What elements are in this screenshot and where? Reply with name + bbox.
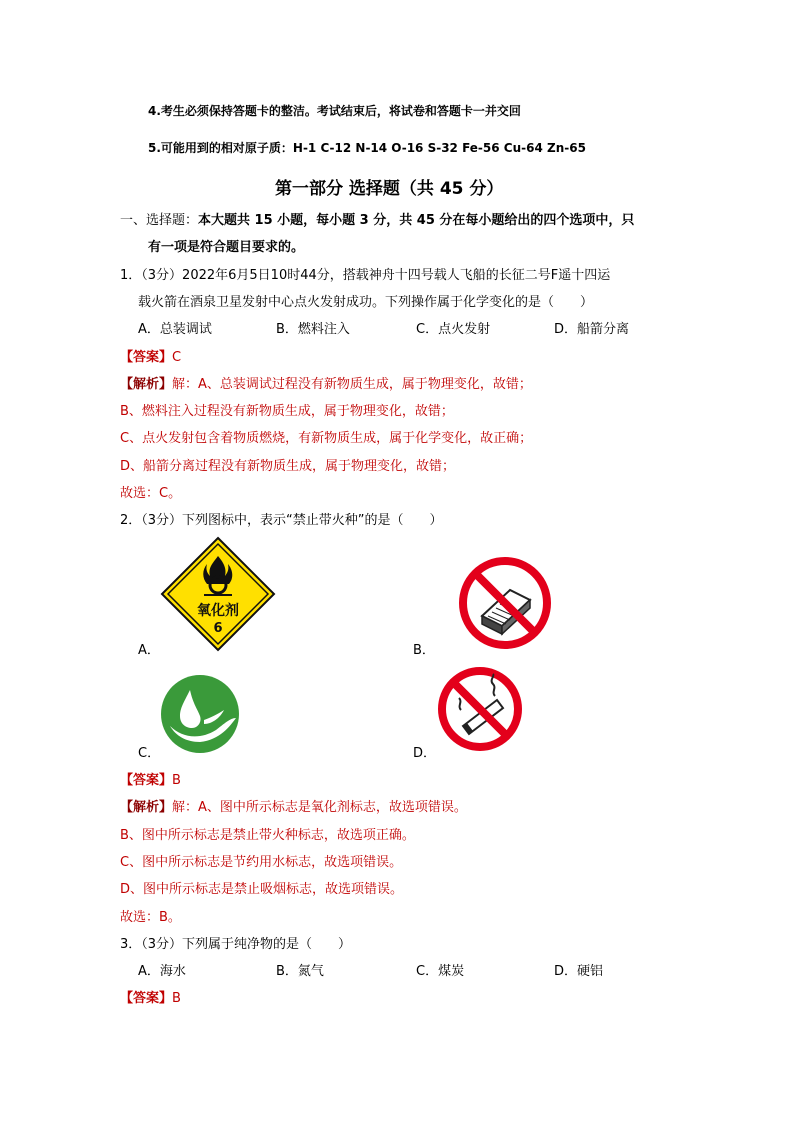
q2-analysis-line-1: [120, 796, 467, 815]
water-saving-sign-icon: [160, 674, 240, 754]
q2-option-a-label: A．: [138, 643, 160, 658]
q2-answer-value: B: [172, 773, 181, 788]
q1-answer-value: C: [172, 350, 182, 365]
q1-stem-line-1: 1．（3分）2022年6月5日10时44分，搭载神舟十四号载人飞船的长征二号F遥十四运: [120, 268, 611, 283]
q2-analysis-label: 【解析】: [120, 800, 173, 815]
section-title: 第一部分 选择题（共 45 分）: [275, 179, 504, 199]
note-4: 4.考生必须保持答题卡的整洁。考试结束后，将试卷和答题卡一并交回: [148, 104, 521, 118]
q1-analysis-line-1: [120, 373, 532, 392]
q1-stem-line-2: 载火箭在酒泉卫星发射中心点火发射成功。下列操作属于化学变化的是（ ）: [138, 295, 594, 310]
q2-analysis-line-2: B、图中所示标志是禁止带火种标志，故选项正确。: [120, 828, 415, 843]
no-smoking-sign-icon: [437, 666, 523, 752]
q3-answer-label: 【答案】: [120, 991, 173, 1006]
q2-conclusion: 故选：B。: [120, 910, 181, 925]
q3-option-d: D．硬铝: [554, 964, 604, 979]
q1-analysis-text-1: 解：A、总装调试过程没有新物质生成，属于物理变化，故错；: [172, 377, 532, 392]
q3-option-b: B．氮气: [276, 964, 324, 979]
q2-analysis-text-1: 解：A、图中所示标志是氧化剂标志，故选项错误。: [172, 800, 467, 815]
q1-conclusion: 故选：C。: [120, 486, 182, 501]
q3-option-a: A．海水: [138, 964, 186, 979]
q2-option-d-label: D．: [413, 746, 437, 761]
q1-analysis-line-4: D、船箭分离过程没有新物质生成，属于物理变化，故错；: [120, 459, 456, 474]
q3-answer-value: B: [172, 991, 181, 1006]
q3-options: [138, 960, 603, 979]
instructions-line-2: 有一项是符合题目要求的。: [148, 240, 305, 255]
q2-option-c-label: C．: [138, 746, 161, 761]
oxidizer-sign-icon: [160, 536, 276, 652]
q2-analysis-line-4: D、图中所示标志是禁止吸烟标志，故选项错误。: [120, 882, 404, 897]
q3-answer: [120, 987, 181, 1006]
q1-analysis-label: 【解析】: [120, 377, 173, 392]
q2-analysis-line-3: C、图中所示标志是节约用水标志，故选项错误。: [120, 855, 403, 870]
q3-stem: 3．（3分）下列属于纯净物的是（ ）: [120, 937, 352, 952]
q1-option-b: B．燃料注入: [276, 322, 350, 337]
q1-option-c: C．点火发射: [416, 322, 491, 337]
instructions-line-1: [120, 209, 634, 228]
oxidizer-sign-label: 氧化剂: [197, 603, 239, 619]
note-5: 5.可能用到的相对原子质：H-1 C-12 N-14 O-16 S-32 Fe-56 Cu-64 Zn-65: [148, 141, 586, 155]
q1-answer: [120, 346, 181, 365]
q2-option-b-label: B．: [413, 643, 435, 658]
q3-option-c: C．煤炭: [416, 964, 465, 979]
q2-answer: [120, 769, 181, 788]
instructions-prefix: 一、选择题：: [120, 213, 199, 228]
q1-analysis-line-3: C、点火发射包含着物质燃烧，有新物质生成，属于化学变化，故正确；: [120, 431, 533, 446]
q1-analysis-line-2: B、燃料注入过程没有新物质生成，属于物理变化，故错；: [120, 404, 454, 419]
instructions-text: 本大题共 15 小题，每小题 3 分，共 45 分在每小题给出的四个选项中，只: [198, 213, 635, 228]
q2-stem: 2．（3分）下列图标中，表示“禁止带火种”的是（ ）: [120, 513, 443, 528]
q1-option-d: D．船箭分离: [554, 322, 630, 337]
oxidizer-sign-class: 6: [213, 621, 223, 636]
q1-option-a: A．总装调试: [138, 322, 212, 337]
q1-answer-label: 【答案】: [120, 350, 173, 365]
no-fire-source-sign-icon: [458, 556, 552, 650]
q1-options: [138, 318, 629, 337]
q2-answer-label: 【答案】: [120, 773, 173, 788]
